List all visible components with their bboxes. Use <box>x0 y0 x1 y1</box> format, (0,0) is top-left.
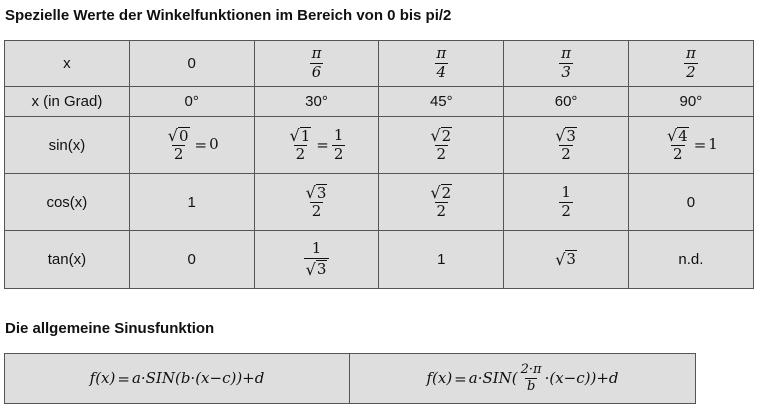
cell-sin-pi-4: √ 2 2 <box>379 117 504 174</box>
cell-cos-pi-6: √ 3 2 <box>254 174 379 231</box>
cell-x-0: 0 <box>129 41 254 87</box>
cell-grad: 45° <box>379 87 504 117</box>
cell-x-pi-2: $\frac{\pi}{2}$ <box>628 41 753 87</box>
formula-general: f(x) = a·SIN(b·(x−c))+d <box>5 354 350 404</box>
cell-tan-pi-3: √ 3 <box>504 231 629 289</box>
trig-values-table <box>4 40 754 289</box>
row-label-x: x <box>5 41 130 87</box>
cell-x-pi-4: $\frac{\pi}{4}$ <box>379 41 504 87</box>
table-row <box>5 174 754 231</box>
table-row <box>5 87 754 117</box>
row-label-sin: sin(x) <box>5 117 130 174</box>
cell-x-pi-6: $\frac{\pi}{6}$ <box>254 41 379 87</box>
cell-tan-pi-2: n.d. <box>628 231 753 289</box>
table-row <box>5 41 754 87</box>
row-label-tan: tan(x) <box>5 231 130 289</box>
cell-grad: 0° <box>129 87 254 117</box>
formula-period: f(x) = a·SIN( $\frac{2\cdot\pi}{b}$ ·(x−c))+d <box>350 354 696 404</box>
cell-cos-0: 1 <box>129 174 254 231</box>
cell-grad: 30° <box>254 87 379 117</box>
sine-formula-table <box>4 353 696 404</box>
cell-cos-pi-2: 0 <box>628 174 753 231</box>
cell-sin-pi-6: √ 1 2 = $\frac{1}{2}$ <box>254 117 379 174</box>
cell-cos-pi-3: $\frac{1}{2}$ <box>504 174 629 231</box>
cell-tan-pi-6: 1 √ 3 <box>254 231 379 289</box>
row-label-grad: x (in Grad) <box>5 87 130 117</box>
cell-x-pi-3: $\frac{\pi}{3}$ <box>504 41 629 87</box>
cell-grad: 90° <box>628 87 753 117</box>
table-row <box>5 231 754 289</box>
cell-sin-pi-2: √ 4 2 = 1 <box>628 117 753 174</box>
row-label-cos: cos(x) <box>5 174 130 231</box>
page-title: Spezielle Werte der Winkelfunktionen im Bereich von 0 bis pi/2 <box>5 7 452 24</box>
table-row <box>5 354 696 404</box>
cell-grad: 60° <box>504 87 629 117</box>
cell-sin-pi-3: √ 3 2 <box>504 117 629 174</box>
section-title: Die allgemeine Sinusfunktion <box>5 320 215 337</box>
cell-tan-pi-4: 1 <box>379 231 504 289</box>
cell-sin-0: √ 0 2 = 0 <box>129 117 254 174</box>
cell-tan-0: 0 <box>129 231 254 289</box>
cell-cos-pi-4: √ 2 2 <box>379 174 504 231</box>
table-row <box>5 117 754 174</box>
